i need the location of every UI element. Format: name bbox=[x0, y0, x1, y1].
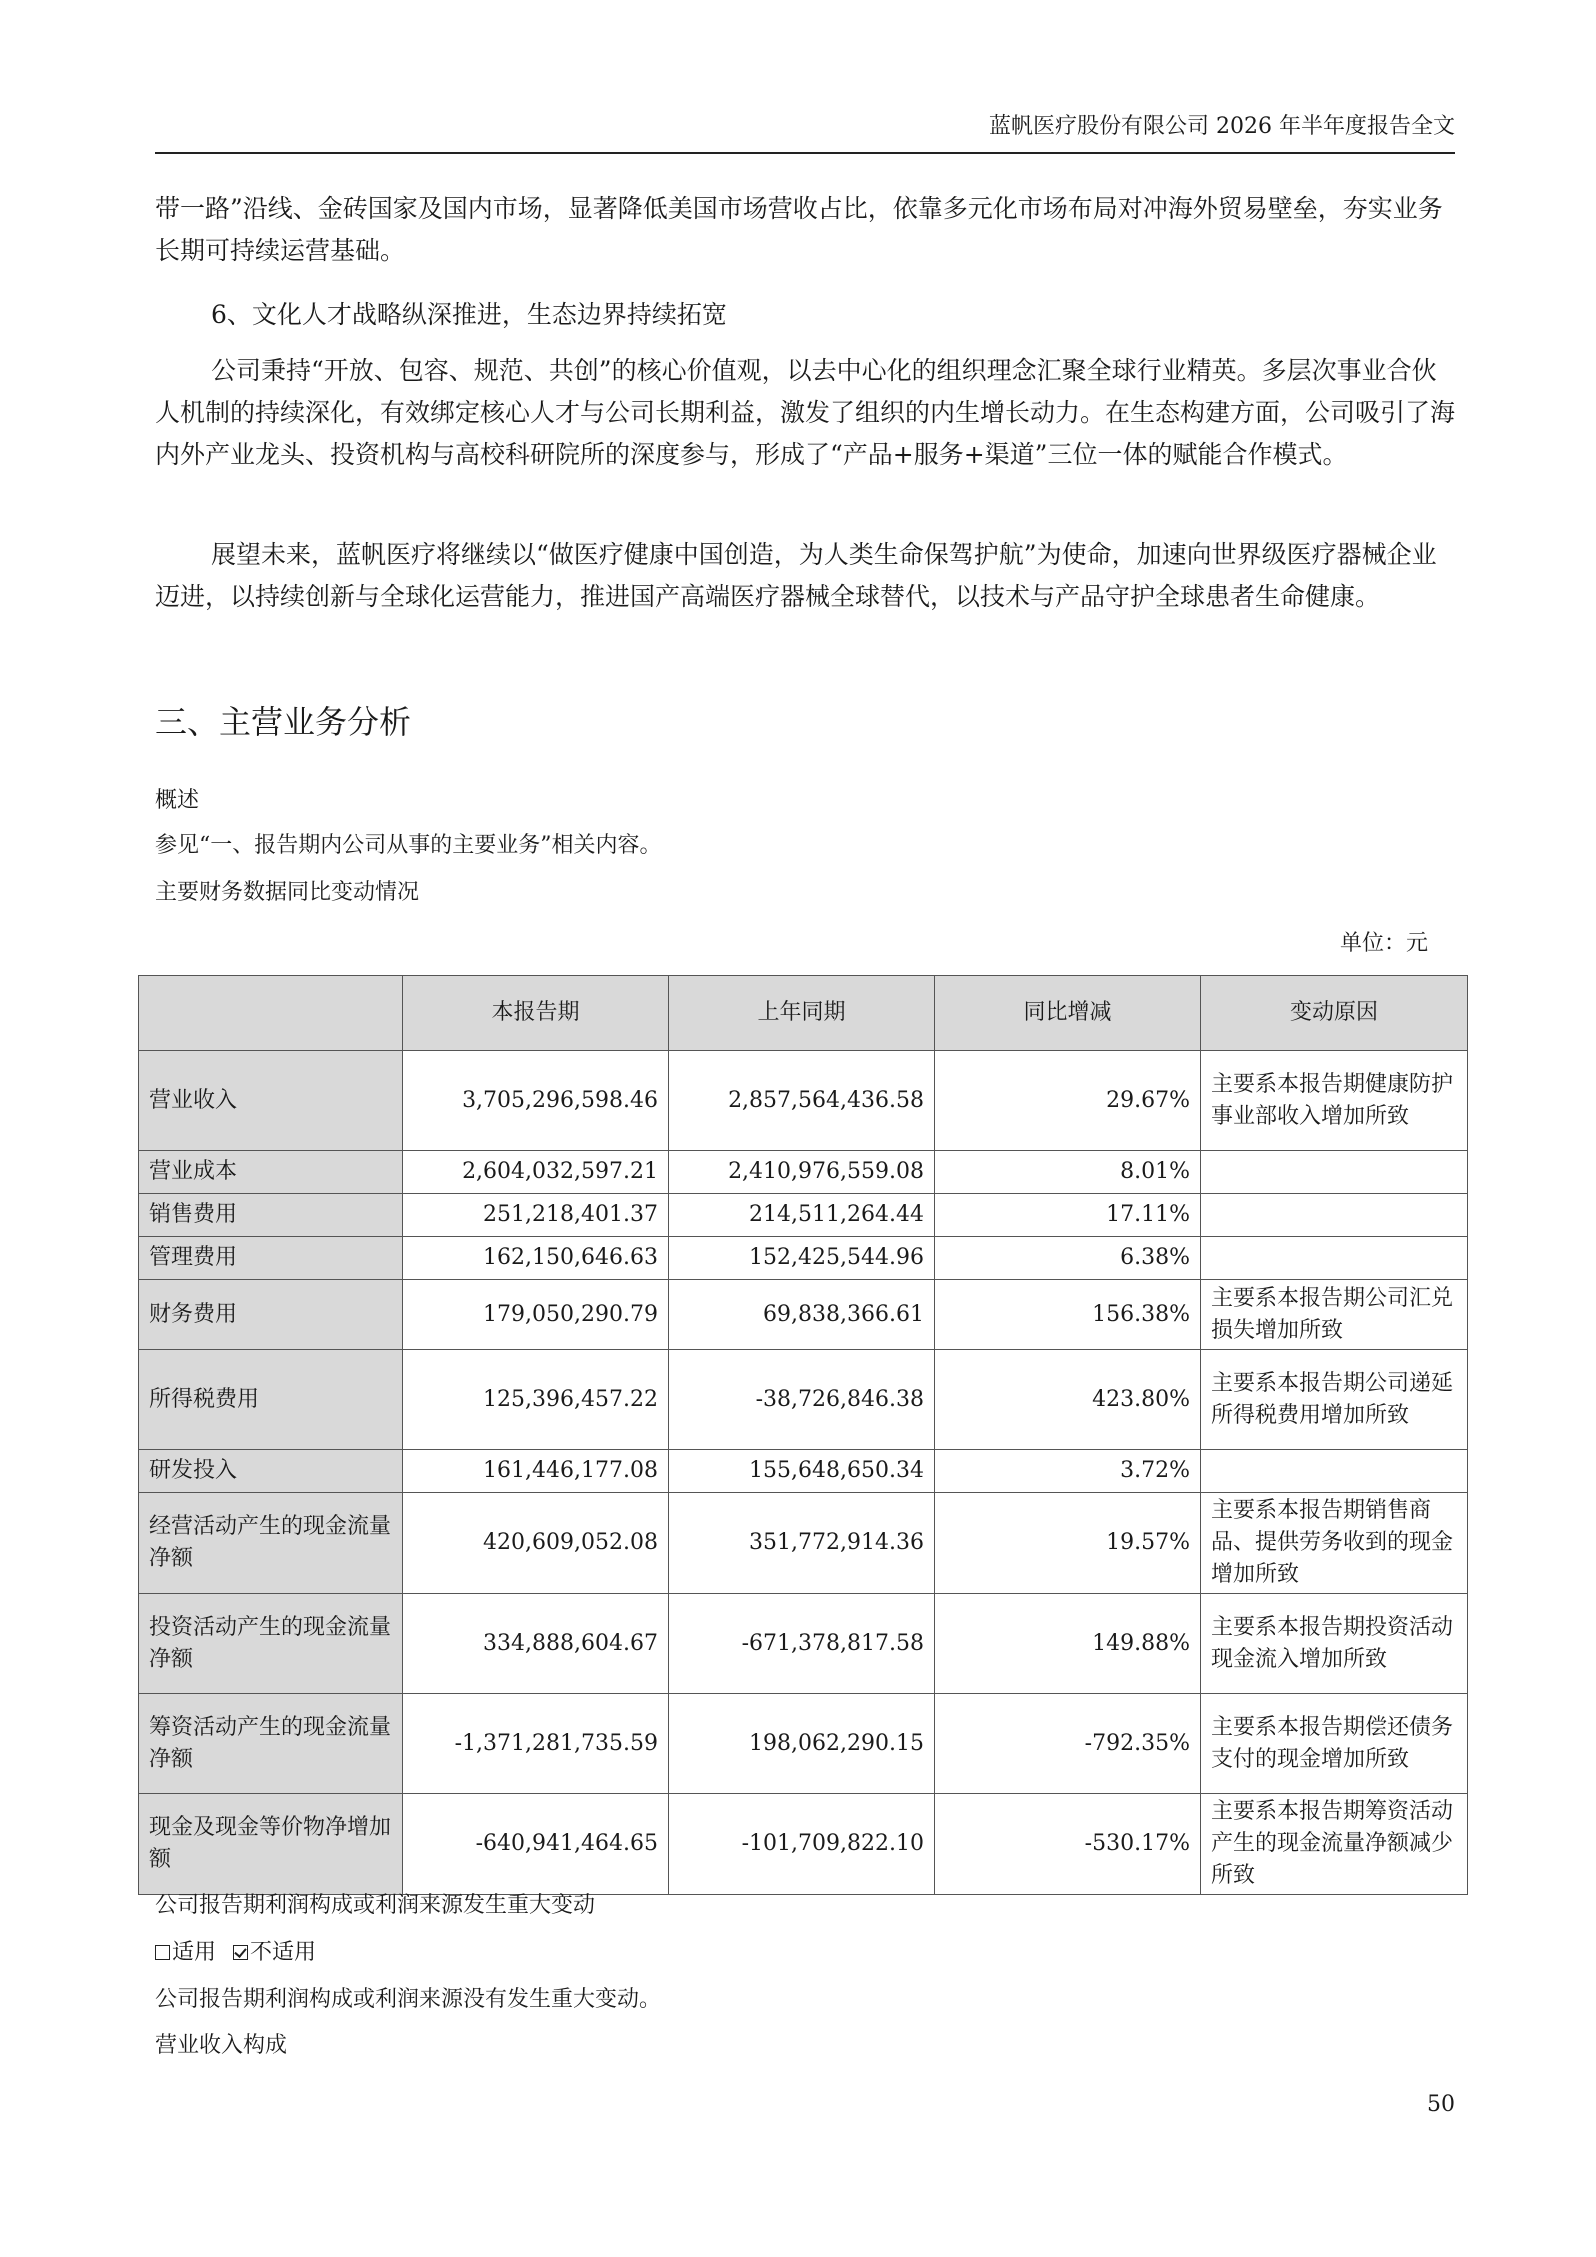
current-value: 179,050,290.79 bbox=[403, 1280, 669, 1350]
table-row bbox=[139, 1694, 1468, 1794]
row-label: 管理费用 bbox=[139, 1237, 403, 1280]
financial-data-table bbox=[138, 975, 1468, 1895]
paragraph-heading-culture-talent: 6、文化人才战略纵深推进，生态边界持续拓宽 bbox=[211, 300, 727, 329]
change-value: -530.17% bbox=[935, 1794, 1201, 1895]
profit-change-text: 公司报告期利润构成或利润来源没有发生重大变动。 bbox=[155, 1987, 662, 2012]
applicability-options bbox=[155, 1937, 316, 1969]
table-row bbox=[139, 1051, 1468, 1151]
row-label: 营业收入 bbox=[139, 1051, 403, 1151]
change-value: 19.57% bbox=[935, 1493, 1201, 1594]
change-reason: 主要系本报告期公司递延所得税费用增加所致 bbox=[1201, 1350, 1468, 1450]
previous-value: 69,838,366.61 bbox=[669, 1280, 935, 1350]
previous-value: -101,709,822.10 bbox=[669, 1794, 935, 1895]
row-label: 研发投入 bbox=[139, 1450, 403, 1493]
current-value: 161,446,177.08 bbox=[403, 1450, 669, 1493]
change-reason bbox=[1201, 1237, 1468, 1280]
row-label: 经营活动产生的现金流量净额 bbox=[139, 1493, 403, 1594]
change-reason bbox=[1201, 1151, 1468, 1194]
paragraph-outlook: 展望未来，蓝帆医疗将继续以“做医疗健康中国创造，为人类生命保驾护航”为使命，加速向世界级医疗器械企业迈进，以持续创新与全球化运营能力，推进国产高端医疗器械全球替代，以技术与产品守护全球患者生命健康。 bbox=[155, 540, 1437, 611]
previous-value: 2,857,564,436.58 bbox=[669, 1051, 935, 1151]
table-row bbox=[139, 1280, 1468, 1350]
section-heading-main-business: 三、主营业务分析 bbox=[155, 703, 412, 741]
previous-value: 152,425,544.96 bbox=[669, 1237, 935, 1280]
table-row bbox=[139, 1794, 1468, 1895]
table-row bbox=[139, 1493, 1468, 1594]
unit-label: 单位：元 bbox=[1339, 931, 1428, 956]
change-value: 3.72% bbox=[935, 1450, 1201, 1493]
row-label: 筹资活动产生的现金流量净额 bbox=[139, 1694, 403, 1794]
change-value: 156.38% bbox=[935, 1280, 1201, 1350]
previous-value: -38,726,846.38 bbox=[669, 1350, 935, 1450]
change-reason bbox=[1201, 1450, 1468, 1493]
previous-value: 214,511,264.44 bbox=[669, 1194, 935, 1237]
row-label: 财务费用 bbox=[139, 1280, 403, 1350]
change-value: 8.01% bbox=[935, 1151, 1201, 1194]
previous-value: 351,772,914.36 bbox=[669, 1493, 935, 1594]
change-value: -792.35% bbox=[935, 1694, 1201, 1794]
current-value: 3,705,296,598.46 bbox=[403, 1051, 669, 1151]
current-value: 251,218,401.37 bbox=[403, 1194, 669, 1237]
applicable-label: 适用 bbox=[172, 1940, 217, 1965]
table-row bbox=[139, 1151, 1468, 1194]
change-value: 149.88% bbox=[935, 1594, 1201, 1694]
change-reason: 主要系本报告期投资活动现金流入增加所致 bbox=[1201, 1594, 1468, 1694]
change-reason: 主要系本报告期筹资活动产生的现金流量净额减少所致 bbox=[1201, 1794, 1468, 1895]
change-value: 423.80% bbox=[935, 1350, 1201, 1450]
previous-value: 2,410,976,559.08 bbox=[669, 1151, 935, 1194]
current-value: 334,888,604.67 bbox=[403, 1594, 669, 1694]
change-reason: 主要系本报告期销售商品、提供劳务收到的现金增加所致 bbox=[1201, 1493, 1468, 1594]
table-title: 主要财务数据同比变动情况 bbox=[155, 880, 420, 905]
previous-value: 198,062,290.15 bbox=[669, 1694, 935, 1794]
table-row bbox=[139, 1594, 1468, 1694]
change-value: 29.67% bbox=[935, 1051, 1201, 1151]
change-reason bbox=[1201, 1194, 1468, 1237]
overview-label: 概述 bbox=[155, 788, 200, 813]
header-previous-period: 上年同期 bbox=[669, 976, 935, 1051]
row-label: 营业成本 bbox=[139, 1151, 403, 1194]
not-applicable-checkbox-checked bbox=[233, 1945, 248, 1960]
change-reason: 主要系本报告期偿还债务支付的现金增加所致 bbox=[1201, 1694, 1468, 1794]
row-label: 现金及现金等价物净增加额 bbox=[139, 1794, 403, 1895]
paragraph-core-values: 公司秉持“开放、包容、规范、共创”的核心价值观，以去中心化的组织理念汇聚全球行业精英。多层次事业合伙人机制的持续深化，有效绑定核心人才与公司长期利益，激发了组织的内生增长动力。在生态构建方面，公司吸引了海内外产业龙头、投资机构与高校科研院所的深度参与，形成了“产品+服务+渠道”三位一体的赋能合作模式。 bbox=[155, 356, 1456, 469]
header-yoy-change: 同比增减 bbox=[935, 976, 1201, 1051]
current-value: -1,371,281,735.59 bbox=[403, 1694, 669, 1794]
header-current-period: 本报告期 bbox=[403, 976, 669, 1051]
overview-text: 参见“一、报告期内公司从事的主要业务”相关内容。 bbox=[155, 833, 662, 858]
header-blank bbox=[139, 976, 403, 1051]
table-row bbox=[139, 1450, 1468, 1493]
paragraph-market-diversification: 带一路”沿线、金砖国家及国内市场，显著降低美国市场营收占比，依靠多元化市场布局对冲海外贸易壁垒，夯实业务长期可持续运营基础。 bbox=[155, 194, 1443, 265]
header-change-reason: 变动原因 bbox=[1201, 976, 1468, 1051]
not-applicable-label: 不适用 bbox=[250, 1940, 317, 1965]
row-label: 所得税费用 bbox=[139, 1350, 403, 1450]
table-header-row bbox=[139, 976, 1468, 1051]
current-value: 420,609,052.08 bbox=[403, 1493, 669, 1594]
table-row bbox=[139, 1350, 1468, 1450]
previous-value: -671,378,817.58 bbox=[669, 1594, 935, 1694]
profit-change-title: 公司报告期利润构成或利润来源发生重大变动 bbox=[155, 1893, 596, 1918]
change-reason: 主要系本报告期健康防护事业部收入增加所致 bbox=[1201, 1051, 1468, 1151]
current-value: 162,150,646.63 bbox=[403, 1237, 669, 1280]
change-value: 6.38% bbox=[935, 1237, 1201, 1280]
table-row bbox=[139, 1194, 1468, 1237]
current-value: 125,396,457.22 bbox=[403, 1350, 669, 1450]
row-label: 投资活动产生的现金流量净额 bbox=[139, 1594, 403, 1694]
change-value: 17.11% bbox=[935, 1194, 1201, 1237]
row-label: 销售费用 bbox=[139, 1194, 403, 1237]
table-row bbox=[139, 1237, 1468, 1280]
previous-value: 155,648,650.34 bbox=[669, 1450, 935, 1493]
change-reason: 主要系本报告期公司汇兑损失增加所致 bbox=[1201, 1280, 1468, 1350]
revenue-composition-title: 营业收入构成 bbox=[155, 2033, 288, 2058]
applicable-checkbox bbox=[155, 1945, 170, 1960]
report-header-title: 蓝帆医疗股份有限公司 2026 年半年度报告全文 bbox=[989, 114, 1455, 139]
current-value: -640,941,464.65 bbox=[403, 1794, 669, 1895]
current-value: 2,604,032,597.21 bbox=[403, 1151, 669, 1194]
page-number: 50 bbox=[1427, 2092, 1455, 2117]
header-divider bbox=[155, 152, 1455, 154]
